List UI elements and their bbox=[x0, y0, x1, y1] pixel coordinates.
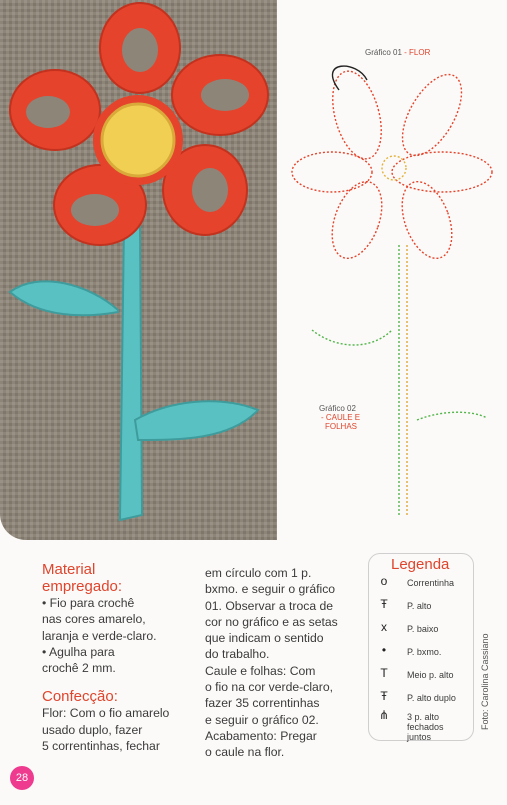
grafico-01-name: - FLOR bbox=[404, 48, 431, 57]
treble-crochet-icon: Ŧ bbox=[380, 689, 388, 703]
legend-box bbox=[368, 553, 474, 741]
half-double-crochet-icon: T bbox=[380, 666, 388, 680]
legend-label: P. alto duplo bbox=[407, 693, 456, 703]
instruction-line: Acabamento: Pregar bbox=[205, 728, 317, 743]
legend-title: Legenda bbox=[391, 556, 450, 573]
confeccao-heading: Confecção: bbox=[42, 688, 118, 706]
instruction-line: do trabalho. bbox=[205, 647, 270, 662]
grafico-02-name-a: - CAULE E bbox=[321, 413, 361, 422]
photo-credit: Foto: Carolina Cassiano bbox=[480, 633, 490, 730]
double-crochet-icon: Ŧ bbox=[380, 597, 388, 611]
instruction-line: o fio na cor verde-claro, bbox=[205, 680, 334, 695]
grafico-02-title bbox=[319, 404, 360, 431]
legend-label: Correntinha bbox=[407, 578, 455, 588]
cluster-stitch-icon: ⋔ bbox=[378, 708, 390, 722]
grafico-02-name-b: FOLHAS bbox=[325, 422, 358, 431]
legend-label: P. baixo bbox=[407, 624, 439, 634]
stitch-chart-drawing bbox=[277, 0, 507, 540]
instruction-line: Flor: Com o fio amarelo bbox=[42, 706, 170, 721]
legend-label: 3 p. alto fechados juntos bbox=[407, 712, 444, 742]
instruction-line: Caule e folhas: Com bbox=[205, 663, 316, 678]
instruction-line: o caule na flor. bbox=[205, 745, 285, 760]
instruction-line: bxmo. e seguir o gráfico bbox=[205, 582, 336, 597]
crochet-flower-image bbox=[0, 0, 277, 540]
instruction-line: e seguir o gráfico 02. bbox=[205, 712, 319, 727]
material-heading: Material bbox=[42, 561, 96, 578]
legend-label: P. bxmo. bbox=[407, 647, 442, 657]
instruction-line: que indicam o sentido bbox=[205, 631, 324, 646]
legend-label: Meio p. alto bbox=[407, 670, 454, 680]
material-line: • Fio para crochê bbox=[42, 596, 135, 610]
page-number-badge: 28 bbox=[10, 766, 34, 790]
material-line: nas cores amarelo, bbox=[42, 612, 146, 627]
materials-and-instructions bbox=[42, 561, 192, 754]
slip-stitch-icon: • bbox=[381, 643, 387, 657]
chain-stitch-icon: o bbox=[380, 574, 388, 588]
instruction-line: 01. Observar a troca de bbox=[205, 598, 334, 613]
grafico-01-label: Gráfico 01 bbox=[365, 48, 402, 57]
instruction-line: 5 correntinhas, fechar bbox=[42, 739, 160, 754]
material-heading-2: empregado: bbox=[42, 578, 123, 595]
grafico-02-label: Gráfico 02 bbox=[319, 404, 356, 413]
material-line: crochê 2 mm. bbox=[42, 661, 116, 676]
instruction-line: usado duplo, fazer bbox=[42, 722, 143, 737]
instruction-line: em círculo com 1 p. bbox=[205, 566, 312, 580]
instructions-continued bbox=[205, 565, 360, 761]
single-crochet-icon: x bbox=[381, 620, 387, 634]
instruction-line: fazer 35 correntinhas bbox=[205, 696, 320, 711]
material-line: • Agulha para bbox=[42, 644, 115, 659]
legend-label: P. alto bbox=[407, 601, 432, 611]
flower-photo bbox=[0, 0, 277, 540]
crochet-chart bbox=[277, 0, 507, 540]
material-line: laranja e verde-claro. bbox=[42, 628, 157, 643]
instruction-line: cor no gráfico e as setas bbox=[205, 614, 338, 629]
